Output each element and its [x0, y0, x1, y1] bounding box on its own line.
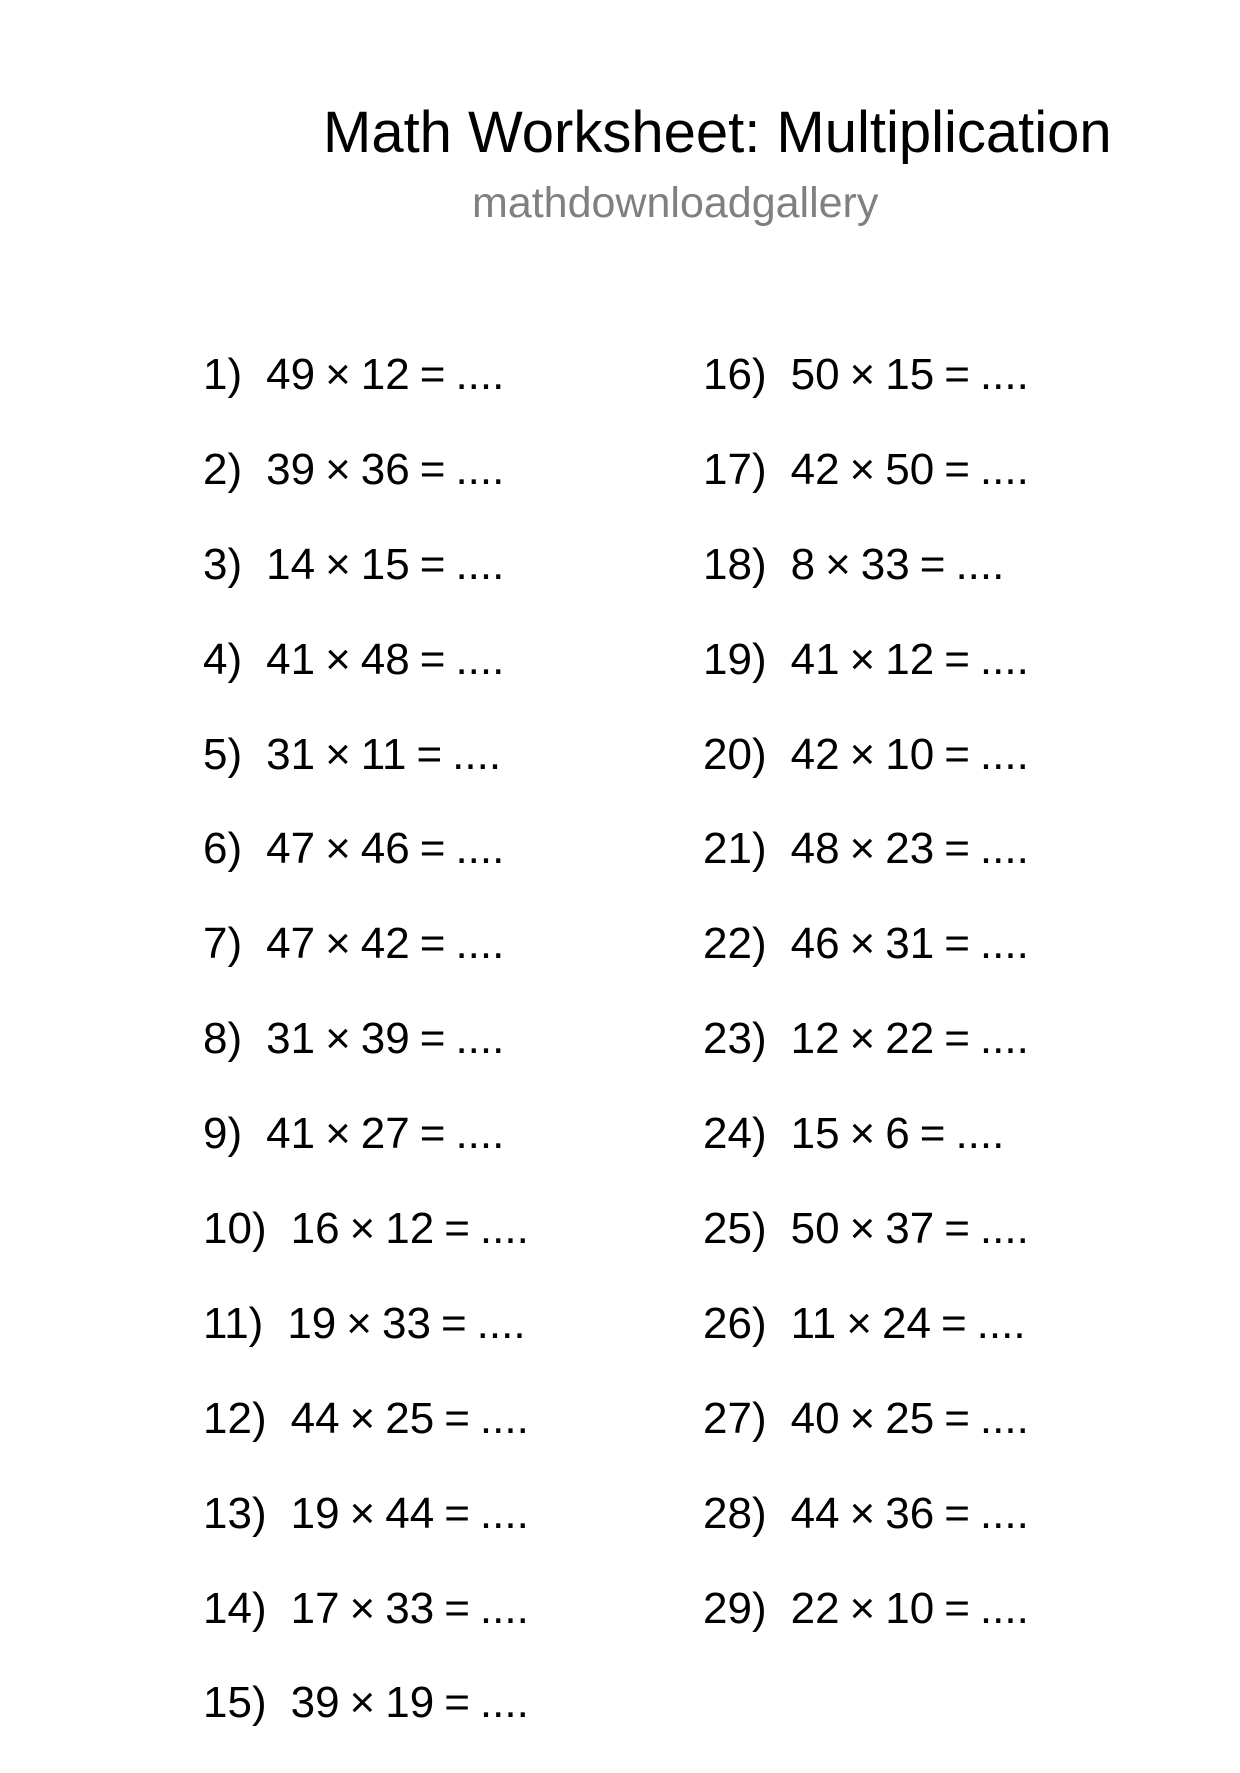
answer-blank: ....: [979, 1583, 1029, 1633]
answer-blank: ....: [979, 444, 1029, 494]
problem-number: 22): [703, 919, 767, 969]
operand-a: 41: [266, 1109, 316, 1159]
problem-item: [203, 350, 529, 445]
multiply-sign: ×: [849, 1204, 876, 1254]
equals-sign: =: [419, 539, 446, 589]
problem-item: [203, 1299, 529, 1394]
problem-item: [203, 730, 529, 825]
answer-blank: ....: [979, 1488, 1029, 1538]
operand-a: 47: [266, 919, 316, 969]
operand-b: 10: [885, 729, 935, 779]
problem-column-right: [703, 350, 1029, 1678]
equals-sign: =: [944, 1393, 970, 1443]
problem-item: [703, 1299, 1029, 1394]
multiply-sign: ×: [325, 634, 351, 684]
operand-b: 15: [885, 350, 935, 399]
problem-number: 15): [203, 1678, 267, 1728]
operand-a: 50: [790, 1204, 840, 1254]
operand-b: 11: [360, 729, 407, 779]
answer-blank: ....: [955, 539, 1005, 589]
equals-sign: =: [940, 1298, 967, 1348]
operand-b: 33: [385, 1583, 435, 1633]
problem-item: [203, 1489, 529, 1584]
problem-number: 3): [203, 539, 243, 589]
operand-b: 24: [881, 1298, 931, 1348]
problem-item: [703, 350, 1029, 445]
answer-blank: ....: [979, 824, 1029, 874]
problem-item: [203, 1678, 529, 1773]
answer-blank: ....: [979, 1204, 1029, 1254]
multiply-sign: ×: [325, 1014, 351, 1064]
answer-blank: ....: [479, 1393, 529, 1443]
problem-number: 11): [203, 1298, 264, 1348]
operand-a: 44: [790, 1488, 840, 1538]
operand-a: 17: [290, 1583, 340, 1633]
problem-number: 5): [203, 729, 243, 779]
answer-blank: ....: [979, 350, 1029, 399]
answer-blank: ....: [476, 1298, 526, 1348]
multiply-sign: ×: [349, 1678, 376, 1728]
equals-sign: =: [944, 729, 970, 779]
problem-item: [203, 1109, 529, 1204]
problem-item: [203, 1014, 529, 1109]
operand-a: 14: [266, 539, 316, 589]
operand-b: 31: [885, 919, 935, 969]
multiply-sign: ×: [349, 1204, 376, 1254]
problem-number: 14): [203, 1583, 267, 1633]
problem-item: [203, 1204, 529, 1299]
operand-b: 48: [360, 634, 410, 684]
page-title: Math Worksheet: Multiplication: [323, 100, 1112, 165]
problem-item: [203, 635, 529, 730]
equals-sign: =: [944, 634, 970, 684]
equals-sign: =: [944, 1488, 970, 1538]
problem-item: [703, 445, 1029, 540]
operand-a: 41: [790, 634, 840, 684]
problem-item: [203, 1394, 529, 1489]
operand-b: 12: [385, 1204, 435, 1254]
operand-a: 44: [290, 1393, 340, 1443]
operand-a: 49: [266, 350, 316, 399]
operand-b: 10: [885, 1583, 935, 1633]
answer-blank: ....: [979, 729, 1029, 779]
problem-item: [703, 1584, 1029, 1679]
problem-number: 24): [703, 1109, 767, 1159]
multiply-sign: ×: [349, 1583, 376, 1633]
equals-sign: =: [944, 1583, 970, 1633]
answer-blank: ....: [979, 634, 1029, 684]
answer-blank: ....: [479, 1204, 529, 1254]
multiply-sign: ×: [325, 1109, 351, 1159]
answer-blank: ....: [455, 634, 505, 684]
equals-sign: =: [419, 634, 446, 684]
problem-number: 20): [703, 729, 767, 779]
operand-b: 50: [885, 444, 935, 494]
multiply-sign: ×: [849, 634, 876, 684]
equals-sign: =: [416, 729, 443, 779]
problem-item: [203, 919, 529, 1014]
operand-a: 41: [266, 634, 316, 684]
problem-number: 27): [703, 1393, 767, 1443]
operand-b: 12: [885, 634, 935, 684]
multiply-sign: ×: [849, 824, 876, 874]
problem-item: [703, 635, 1029, 730]
operand-b: 23: [885, 824, 935, 874]
operand-a: 15: [790, 1109, 840, 1159]
operand-b: 39: [360, 1014, 410, 1064]
answer-blank: ....: [979, 1014, 1029, 1064]
operand-b: 22: [885, 1014, 935, 1064]
problem-number: 2): [203, 444, 243, 494]
answer-blank: ....: [455, 919, 505, 969]
multiply-sign: ×: [325, 729, 351, 779]
operand-b: 6: [885, 1109, 910, 1159]
problem-item: [703, 919, 1029, 1014]
operand-b: 44: [385, 1488, 435, 1538]
problem-number: 18): [703, 539, 767, 589]
operand-a: 46: [790, 919, 840, 969]
operand-a: 47: [266, 824, 316, 874]
multiply-sign: ×: [849, 1109, 876, 1159]
equals-sign: =: [944, 444, 970, 494]
answer-blank: ....: [455, 1014, 505, 1064]
operand-a: 19: [290, 1488, 340, 1538]
problem-number: 4): [203, 634, 243, 684]
operand-a: 12: [790, 1014, 840, 1064]
operand-b: 37: [885, 1204, 935, 1254]
equals-sign: =: [944, 919, 970, 969]
problem-number: 9): [203, 1109, 243, 1159]
equals-sign: =: [419, 350, 446, 399]
multiply-sign: ×: [849, 919, 876, 969]
operand-a: 11: [790, 1298, 837, 1348]
multiply-sign: ×: [325, 824, 351, 874]
multiply-sign: ×: [325, 539, 351, 589]
operand-b: 46: [360, 824, 410, 874]
answer-blank: ....: [979, 919, 1029, 969]
operand-b: 36: [360, 444, 410, 494]
equals-sign: =: [440, 1298, 467, 1348]
multiply-sign: ×: [849, 729, 876, 779]
equals-sign: =: [944, 824, 970, 874]
multiply-sign: ×: [849, 444, 876, 494]
problem-item: [203, 445, 529, 540]
operand-a: 50: [790, 350, 840, 399]
problem-column-left: [203, 350, 529, 1773]
answer-blank: ....: [479, 1678, 529, 1728]
problem-number: 1): [203, 350, 243, 399]
operand-b: 33: [860, 539, 910, 589]
equals-sign: =: [419, 1014, 446, 1064]
operand-b: 27: [360, 1109, 410, 1159]
operand-b: 42: [360, 919, 410, 969]
answer-blank: ....: [455, 539, 505, 589]
problem-item: [703, 1204, 1029, 1299]
problem-number: 16): [703, 350, 767, 399]
answer-blank: ....: [479, 1488, 529, 1538]
problem-item: [703, 824, 1029, 919]
equals-sign: =: [919, 539, 946, 589]
operand-a: 42: [790, 444, 840, 494]
answer-blank: ....: [955, 1109, 1005, 1159]
problem-number: 29): [703, 1583, 767, 1633]
answer-blank: ....: [479, 1583, 529, 1633]
multiply-sign: ×: [349, 1393, 376, 1443]
multiply-sign: ×: [349, 1488, 376, 1538]
answer-blank: ....: [452, 729, 502, 779]
answer-blank: ....: [976, 1298, 1026, 1348]
equals-sign: =: [444, 1488, 470, 1538]
multiply-sign: ×: [325, 919, 351, 969]
problem-item: [203, 1584, 529, 1679]
problem-number: 21): [703, 824, 767, 874]
operand-a: 48: [790, 824, 840, 874]
problem-item: [203, 540, 529, 635]
equals-sign: =: [419, 1109, 446, 1159]
equals-sign: =: [444, 1678, 470, 1728]
operand-a: 31: [266, 1014, 316, 1064]
problem-item: [703, 1014, 1029, 1109]
operand-a: 42: [790, 729, 840, 779]
equals-sign: =: [419, 919, 446, 969]
answer-blank: ....: [455, 444, 505, 494]
equals-sign: =: [444, 1204, 470, 1254]
multiply-sign: ×: [849, 350, 876, 399]
operand-a: 16: [290, 1204, 340, 1254]
multiply-sign: ×: [846, 1298, 872, 1348]
answer-blank: ....: [455, 824, 505, 874]
equals-sign: =: [944, 350, 970, 399]
operand-b: 33: [381, 1298, 431, 1348]
problem-item: [703, 1109, 1029, 1204]
equals-sign: =: [444, 1583, 470, 1633]
operand-b: 25: [385, 1393, 435, 1443]
problem-number: 17): [703, 444, 767, 494]
problem-item: [203, 824, 529, 919]
operand-b: 12: [360, 350, 410, 399]
multiply-sign: ×: [825, 539, 851, 589]
page-subtitle: mathdownloadgallery: [472, 179, 879, 227]
problem-item: [703, 1489, 1029, 1584]
operand-a: 39: [266, 444, 316, 494]
multiply-sign: ×: [849, 1488, 876, 1538]
equals-sign: =: [944, 1014, 970, 1064]
equals-sign: =: [419, 824, 446, 874]
operand-a: 8: [790, 539, 816, 589]
problem-number: 8): [203, 1014, 243, 1064]
answer-blank: ....: [455, 1109, 505, 1159]
operand-a: 40: [790, 1393, 840, 1443]
problem-number: 7): [203, 919, 243, 969]
operand-b: 19: [385, 1678, 435, 1728]
problem-number: 13): [203, 1488, 267, 1538]
operand-a: 22: [790, 1583, 840, 1633]
problem-number: 25): [703, 1204, 767, 1254]
multiply-sign: ×: [849, 1583, 876, 1633]
multiply-sign: ×: [346, 1298, 372, 1348]
multiply-sign: ×: [849, 1014, 876, 1064]
problem-number: 6): [203, 824, 243, 874]
equals-sign: =: [919, 1109, 946, 1159]
operand-a: 31: [266, 729, 316, 779]
problem-item: [703, 1394, 1029, 1489]
problem-item: [703, 730, 1029, 825]
problem-number: 23): [703, 1014, 767, 1064]
problem-number: 28): [703, 1488, 767, 1538]
equals-sign: =: [944, 1204, 970, 1254]
answer-blank: ....: [979, 1393, 1029, 1443]
problem-number: 12): [203, 1393, 267, 1443]
problem-number: 10): [203, 1204, 267, 1254]
problem-number: 26): [703, 1298, 767, 1348]
operand-b: 15: [360, 539, 410, 589]
problem-number: 19): [703, 634, 767, 684]
operand-b: 36: [885, 1488, 935, 1538]
equals-sign: =: [419, 444, 446, 494]
equals-sign: =: [444, 1393, 470, 1443]
multiply-sign: ×: [849, 1393, 876, 1443]
answer-blank: ....: [455, 350, 505, 399]
operand-b: 25: [885, 1393, 935, 1443]
multiply-sign: ×: [325, 444, 351, 494]
operand-a: 39: [290, 1678, 340, 1728]
multiply-sign: ×: [325, 350, 351, 399]
problem-item: [703, 540, 1029, 635]
operand-a: 19: [287, 1298, 337, 1348]
